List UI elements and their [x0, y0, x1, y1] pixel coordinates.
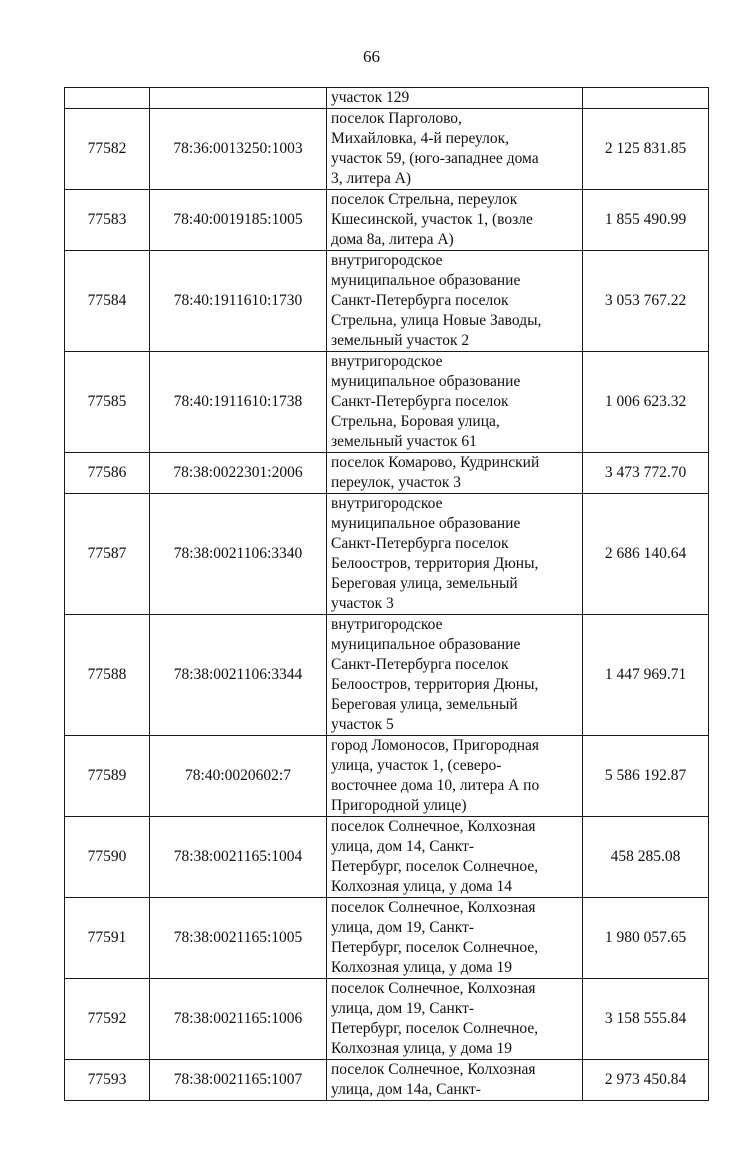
address-line: внутригородское	[331, 252, 443, 269]
address-line: участок 59, (юго-западнее дома	[331, 150, 539, 167]
address-cell	[327, 109, 583, 190]
address-line: Петербург, поселок Солнечное,	[331, 939, 539, 956]
table-body	[65, 88, 709, 1101]
cadastral-number-cell: 78:38:0021165:1007	[150, 1060, 327, 1101]
cadastral-value-cell: 1 006 623.32	[583, 352, 709, 453]
address-line: земельный участок 61	[331, 433, 477, 450]
cadastral-number-cell: 78:40:0020602:7	[150, 736, 327, 817]
address-line: Михайловка, 4-й переулок,	[331, 130, 509, 147]
address-line: участок 5	[331, 716, 394, 733]
cadastral-value-cell: 458 285.08	[583, 817, 709, 898]
table-row	[65, 251, 709, 352]
cadastral-number-cell: 78:38:0021165:1006	[150, 979, 327, 1060]
address-line: земельный участок 2	[331, 332, 470, 349]
address-line: Санкт-Петербурга поселок	[331, 535, 509, 552]
address-line: улица, дом 14а, Санкт-	[331, 1081, 481, 1098]
address-line: поселок Парголово,	[331, 110, 462, 127]
address-cell	[327, 251, 583, 352]
cadastral-number-cell: 78:38:0021165:1005	[150, 898, 327, 979]
address-line: участок 129	[331, 89, 410, 106]
address-line: 3, литера А)	[331, 170, 412, 187]
cadastral-value-cell: 1 980 057.65	[583, 898, 709, 979]
address-cell	[327, 898, 583, 979]
address-line: Береговая улица, земельный	[331, 696, 518, 713]
cadastral-number-cell	[150, 88, 327, 109]
address-line: внутригородское	[331, 495, 443, 512]
table-row	[65, 453, 709, 494]
plot-number-cell: 77582	[65, 109, 150, 190]
address-cell	[327, 88, 583, 109]
address-line: Санкт-Петербурга поселок	[331, 393, 509, 410]
address-line: Белоостров, территория Дюны,	[331, 676, 539, 693]
table-row	[65, 979, 709, 1060]
cadastral-value-cell: 3 473 772.70	[583, 453, 709, 494]
plot-number-cell: 77591	[65, 898, 150, 979]
address-line: Кшесинской, участок 1, (возле	[331, 211, 533, 228]
cadastral-value-cell: 5 586 192.87	[583, 736, 709, 817]
plot-number-cell: 77592	[65, 979, 150, 1060]
plot-number-cell: 77583	[65, 190, 150, 251]
plot-number-cell	[65, 88, 150, 109]
cadastral-number-cell: 78:40:1911610:1738	[150, 352, 327, 453]
address-line: Санкт-Петербурга поселок	[331, 656, 509, 673]
page-number: 66	[363, 47, 380, 66]
cadastral-number-cell: 78:40:1911610:1730	[150, 251, 327, 352]
address-cell	[327, 615, 583, 736]
cadastral-value-cell: 2 973 450.84	[583, 1060, 709, 1101]
cadastral-value-cell: 2 125 831.85	[583, 109, 709, 190]
address-line: город Ломоносов, Пригородная	[331, 737, 540, 754]
address-line: переулок, участок 3	[331, 474, 462, 491]
address-line: Колхозная улица, у дома 19	[331, 959, 513, 976]
address-line: Колхозная улица, у дома 19	[331, 1040, 513, 1057]
address-line: Береговая улица, земельный	[331, 575, 518, 592]
cadastral-value-cell: 1 855 490.99	[583, 190, 709, 251]
plot-number-cell: 77590	[65, 817, 150, 898]
table-row	[65, 352, 709, 453]
cadastral-value-cell: 1 447 969.71	[583, 615, 709, 736]
address-line: Петербург, поселок Солнечное,	[331, 858, 539, 875]
address-line: дома 8а, литера А)	[331, 231, 454, 248]
address-line: внутригородское	[331, 353, 443, 370]
address-line: Белоостров, территория Дюны,	[331, 555, 539, 572]
table-row	[65, 736, 709, 817]
cadastral-value-cell	[583, 88, 709, 109]
address-cell	[327, 494, 583, 615]
address-cell	[327, 979, 583, 1060]
address-line: муниципальное образование	[331, 272, 521, 289]
table-row	[65, 494, 709, 615]
cadastral-value-cell: 2 686 140.64	[583, 494, 709, 615]
address-line: улица, дом 19, Санкт-	[331, 1000, 475, 1017]
cadastral-number-cell: 78:38:0021165:1004	[150, 817, 327, 898]
plot-number-cell: 77587	[65, 494, 150, 615]
address-line: поселок Солнечное, Колхозная	[331, 899, 536, 916]
address-line: улица, дом 14, Санкт-	[331, 838, 475, 855]
plot-number-cell: 77585	[65, 352, 150, 453]
address-line: поселок Стрельна, переулок	[331, 191, 518, 208]
cadastral-number-cell: 78:40:0019185:1005	[150, 190, 327, 251]
plot-number-cell: 77589	[65, 736, 150, 817]
table-row	[65, 817, 709, 898]
address-line: участок 3	[331, 595, 394, 612]
address-line: Санкт-Петербурга поселок	[331, 292, 509, 309]
cadastral-value-cell: 3 053 767.22	[583, 251, 709, 352]
table-row	[65, 1060, 709, 1101]
address-line: муниципальное образование	[331, 373, 521, 390]
address-line: муниципальное образование	[331, 515, 521, 532]
address-line: поселок Солнечное, Колхозная	[331, 818, 536, 835]
address-cell	[327, 190, 583, 251]
cadastral-number-cell: 78:38:0021106:3340	[150, 494, 327, 615]
address-line: восточнее дома 10, литера А по	[331, 777, 540, 794]
table-row	[65, 615, 709, 736]
table-row	[65, 88, 709, 109]
address-line: поселок Солнечное, Колхозная	[331, 980, 536, 997]
address-cell	[327, 453, 583, 494]
address-line: Пригородной улице)	[331, 797, 467, 814]
address-line: улица, дом 19, Санкт-	[331, 919, 475, 936]
plot-number-cell: 77586	[65, 453, 150, 494]
table-row	[65, 190, 709, 251]
address-cell	[327, 1060, 583, 1101]
table-row	[65, 109, 709, 190]
cadastral-number-cell: 78:38:0021106:3344	[150, 615, 327, 736]
cadastral-number-cell: 78:38:0022301:2006	[150, 453, 327, 494]
land-plots-table	[64, 87, 709, 1101]
address-line: муниципальное образование	[331, 636, 521, 653]
address-cell	[327, 817, 583, 898]
cadastral-number-cell: 78:36:0013250:1003	[150, 109, 327, 190]
cadastral-value-cell: 3 158 555.84	[583, 979, 709, 1060]
address-cell	[327, 736, 583, 817]
address-line: Стрельна, улица Новые Заводы,	[331, 312, 542, 329]
plot-number-cell: 77593	[65, 1060, 150, 1101]
address-line: улица, участок 1, (северо-	[331, 757, 502, 774]
table-row	[65, 898, 709, 979]
address-line: Колхозная улица, у дома 14	[331, 878, 513, 895]
address-cell	[327, 352, 583, 453]
plot-number-cell: 77584	[65, 251, 150, 352]
address-line: Петербург, поселок Солнечное,	[331, 1020, 539, 1037]
plot-number-cell: 77588	[65, 615, 150, 736]
address-line: поселок Солнечное, Колхозная	[331, 1061, 536, 1078]
address-line: внутригородское	[331, 616, 443, 633]
address-line: Стрельна, Боровая улица,	[331, 413, 500, 430]
address-line: поселок Комарово, Кудринский	[331, 454, 540, 471]
